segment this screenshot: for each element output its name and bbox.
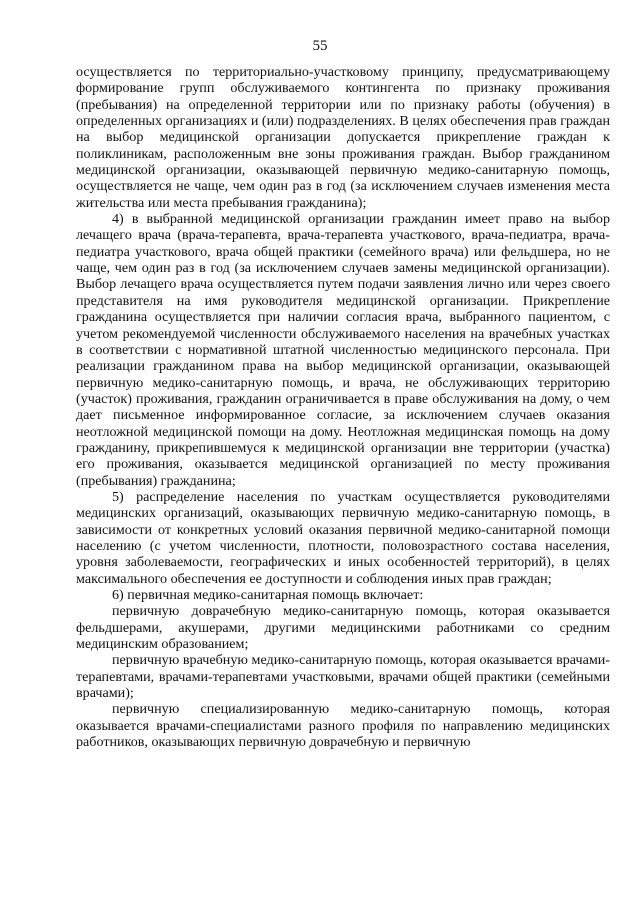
paragraph-pre-medical-care: первичную доврачебную медико-санитарную помощь, которая оказывается фельдшерами, акушерами, другими медицинскими работниками со средним медицинским образованием; [76,603,610,653]
paragraph-item-4: 4) в выбранной медицинской организации гражданин имеет право на выбор лечащего врача (врача-терапевта, врача-терапевта участкового, врача-педиатра, врача-педиатра участкового, врача общей практики (семейного врача) или фельдшера, но не чаще, чем один раз в год (за исключением случаев замены медицинской организации). Выбор лечащего врача осуществляется путем подачи заявления лично или через своего представителя на имя руководителя медицинской организации. Прикрепление гражданина осуществляется при наличии согласия врача, выбранного пациентом, с учетом рекомендуемой численности обслуживаемого населения на врачебных участках в соответствии с нормативной штатной численностью медицинского персонала. При реализации гражданином права на выбор медицинской организации, оказывающей первичную медико-санитарную помощь, и врача, не обслуживающих территорию (участок) проживания, гражданин ограничивается в праве обслуживания на дому, о чем дает письменное информированное согласие, за исключением случаев оказания неотложной медицинской помощи на дому. Неотложная медицинская помощь на дому гражданину, прикрепившемуся к медицинской организации вне территории (участка) его проживания, оказывается медицинской организацией по месту проживания (пребывания) гражданина; [76,211,610,489]
paragraph-item-5: 5) распределение населения по участкам осуществляется руководителями медицинских организаций, оказывающих первичную медико-санитарную помощь, в зависимости от конкретных условий оказания первичной медико-санитарной помощи населению (с учетом численности, плотности, половозрастного состава населения, уровня заболеваемости, географических и иных особенностей территорий), в целях максимального обеспечения ее доступности и соблюдения иных прав граждан; [76,488,610,587]
paragraph-medical-care: первичную врачебную медико-санитарную помощь, которая оказывается врачами-терапевтами, врачами-терапевтами участковыми, врачами общей практики (семейными врачами); [76,652,610,702]
page-number: 55 [312,38,328,54]
paragraph-specialized-care: первичную специализированную медико-санитарную помощь, которая оказывается врачами-специалистами разного профиля по направлению медицинских работников, оказывающих первичную доврачебную и первичную [76,701,610,751]
paragraph-item-6: 6) первичная медико-санитарная помощь включает: [112,587,424,603]
paragraph-continuation: осуществляется по территориально-участковому принципу, предусматривающему формирование групп обслуживаемого контингента по признаку проживания (пребывания) на определенной территории или по признаку работы (обучения) в определенных организациях и (или) подразделениях. В целях обеспечения прав граждан на выбор медицинской организации допускается прикрепление граждан к поликлиникам, расположенным вне зоны проживания граждан. Выбор гражданином медицинской организации, оказывающей первичную медико-санитарную помощь, осуществляется не чаще, чем один раз в год (за исключением случаев изменения места жительства или места пребывания гражданина); [76,64,610,211]
page-body-text [76,64,610,750]
